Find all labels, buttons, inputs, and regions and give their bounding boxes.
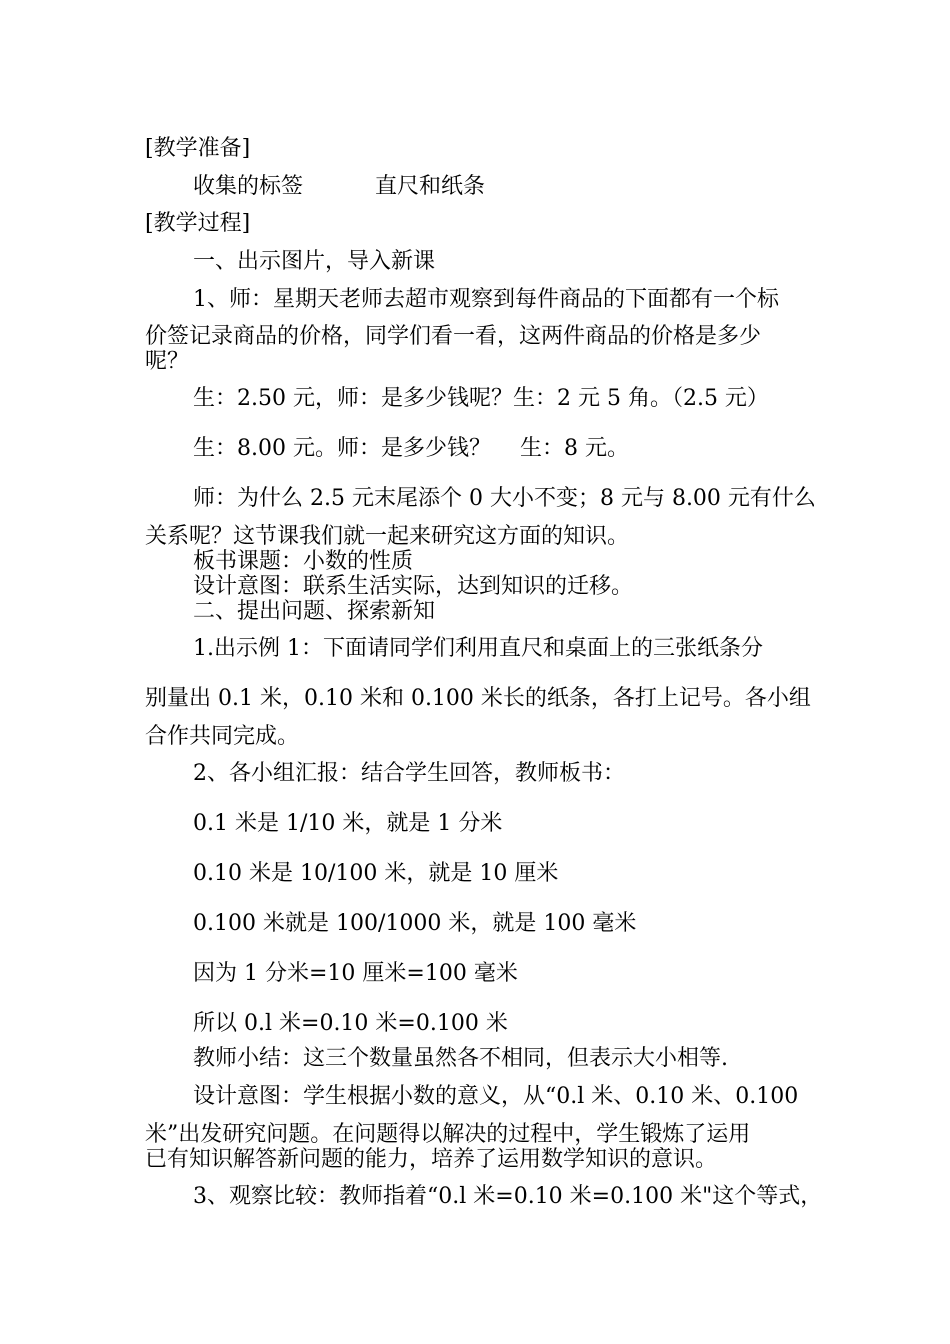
section-heading-preparation: [教学准备] (145, 136, 251, 161)
paragraph-line: 呢？ (145, 349, 190, 374)
paragraph-line: 2、各小组汇报：结合学生回答，教师板书： (193, 761, 625, 786)
paragraph-line: 3、观察比较：教师指着“0.l 米=0.10 米=0.100 米"这个等式， (193, 1184, 823, 1209)
paragraph-line: 1、师：星期天老师去超市观察到每件商品的下面都有一个标 (193, 287, 779, 312)
material-labels: 收集的标签 (193, 174, 304, 199)
board-line: 0.10 米是 10/100 米，就是 10 厘米 (193, 861, 559, 886)
design-intent-line: 设计意图：联系生活实际，达到知识的迁移。 (193, 574, 634, 599)
paragraph-line: 合作共同完成。 (145, 724, 300, 749)
dialogue-line: 生：8.00 元。师：是多少钱？ 生：8 元。 (193, 436, 629, 461)
board-line: 0.100 米就是 100/1000 米，就是 100 毫米 (193, 911, 637, 936)
board-line: 所以 0.l 米=0.10 米=0.100 米 (193, 1011, 508, 1036)
paragraph-line: 米”出发研究问题。在问题得以解决的过程中，学生锻炼了运用 (145, 1122, 751, 1147)
board-title-line: 板书课题：小数的性质 (193, 549, 414, 574)
materials-line (193, 173, 815, 201)
design-intent-line: 设计意图：学生根据小数的意义，从“0.l 米、0.10 米、0.100 (193, 1084, 799, 1109)
board-line: 因为 1 分米=10 厘米=100 毫米 (193, 961, 518, 986)
dialogue-line: 生：2.50 元，师：是多少钱呢？生：2 元 5 角。（2.5 元） (193, 386, 769, 411)
material-ruler: 直尺和纸条 (375, 174, 486, 199)
paragraph-line: 已有知识解答新问题的能力，培养了运用数学知识的意识。 (145, 1147, 718, 1172)
section-heading-process: [教学过程] (145, 211, 251, 236)
paragraph-line: 关系呢？这节课我们就一起来研究这方面的知识。 (145, 524, 630, 549)
paragraph-line: 1.出示例 1：下面请同学们利用直尺和桌面上的三张纸条分 (193, 636, 763, 661)
summary-line: 教师小结：这三个数量虽然各不相同，但表示大小相等. (193, 1046, 728, 1071)
paragraph-line: 别量出 0.1 米，0.10 米和 0.100 米长的纸条，各打上记号。各小组 (145, 686, 811, 711)
paragraph-line: 师：为什么 2.5 元末尾添个 0 大小不变；8 元与 8.00 元有什么 (193, 486, 816, 511)
board-line: 0.1 米是 1/10 米，就是 1 分米 (193, 811, 503, 836)
step-heading-1: 一、出示图片，导入新课 (193, 249, 436, 274)
paragraph-line: 价签记录商品的价格，同学们看一看，这两件商品的价格是多少 (145, 324, 762, 349)
step-heading-2: 二、提出问题、探索新知 (193, 599, 436, 624)
